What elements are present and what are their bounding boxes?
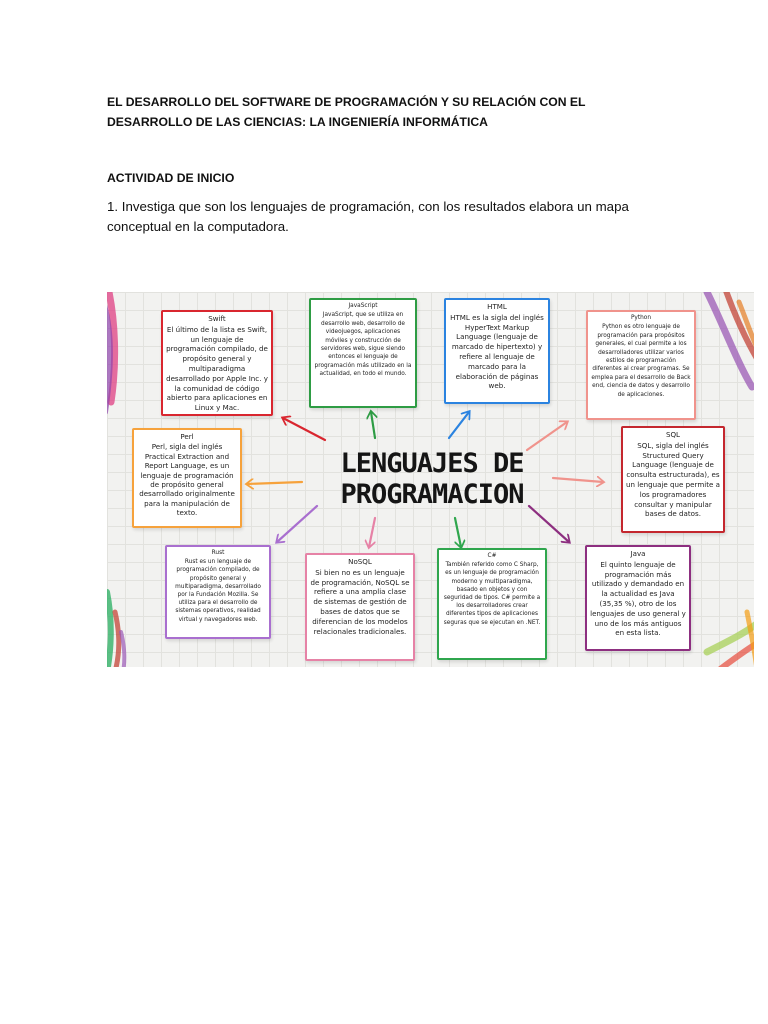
card-swift [161, 310, 273, 416]
section-heading: ACTIVIDAD DE INICIO [107, 171, 235, 185]
card-perl [132, 428, 242, 528]
activity-instruction: 1. Investiga que son los lenguajes de programación, con los resultados elabora un mapa conceptual en la computadora. [107, 199, 629, 234]
card-title: C# [487, 553, 497, 559]
card-text: Python es otro lenguaje de programación para propósitos generales, el cual permite a los desarrolladores utilizar varios estilos de programación diferentes al crear programas. Se emplea para el desarrollo de Back end, ciencia de datos y desarrollo de aplicaciones. [591, 324, 691, 398]
card-javascript [309, 298, 417, 408]
concept-map-image [107, 292, 754, 667]
card-title: NoSQL [348, 557, 372, 566]
card-nosql [305, 553, 415, 661]
card-text: SQL, sigla del inglés Structured Query Language (lenguaje de consulta estructurada), es un lenguaje que permite a los programadores consultar y manipular bases de datos. [626, 440, 720, 519]
card-text: Perl, sigla del inglés Practical Extraction and Report Language, es un lenguaje de programación de propósito general desarrollado originalmente para la manipulación de texto. [139, 442, 235, 518]
card-text: HTML es la sigla del inglés HyperText Markup Language (lenguaje de marcado de hipertexto) y refiere al lenguaje de marcado para la elaboración de páginas web. [450, 312, 544, 391]
card-text: El quinto lenguaje de programación más utilizado y demandado en la actualidad es Java (35,35 %), otro de los lenguajes de uso general y uno de los más antiguos en esta lista. [590, 559, 686, 638]
card-csharp [437, 548, 547, 660]
card-title: Perl [180, 432, 194, 441]
card-html [444, 298, 550, 404]
document-title: EL DESARROLLO DEL SOFTWARE DE PROGRAMACIÓN Y SU RELACIÓN CON EL DESARROLLO DE LAS CIENCIAS: LA INGENIERÍA INFORMÁTICA [107, 95, 586, 129]
card-title: Swift [208, 314, 226, 323]
card-title: SQL [665, 430, 681, 439]
card-text: JavaScript, que se utiliza en desarrollo web, desarrollo de videojuegos, aplicaciones móviles y construcción de servidores web, sigue siendo entonces el lenguaje de programación más utilizado en la actualidad, en todo el mundo. [314, 312, 412, 378]
card-text: También referido como C Sharp, es un lenguaje de programación moderno y multiparadigma, basado en objetos y con seguridad de tipos. C# permite a los desarrolladores crear diferentes tipos de aplicaciones seguras que se ejecutan en .NET. [443, 562, 541, 626]
card-title: HTML [487, 302, 507, 311]
card-python [586, 310, 696, 420]
card-rust [165, 545, 271, 639]
card-text: El último de la lista es Swift, un lenguaje de programación compilado, de propósito general y multiparadigma desarrollado por Apple Inc. y la comunidad de código abierto para aplicaciones en Linux y Mac. [166, 324, 268, 413]
card-title: Java [630, 549, 646, 558]
card-title: JavaScript [348, 303, 378, 309]
card-java [585, 545, 691, 651]
concept-map-title: LENGUAJES DE PROGRAMACION [340, 448, 524, 510]
card-title: Python [630, 315, 652, 321]
card-title: Rust [211, 550, 225, 556]
card-text: Rust es un lenguaje de programación compilado, de propósito general y multiparadigma, desarrollado por la Fundación Mozilla. Se utiliza para el desarrollo de sistemas operativos, realidad virtual y navegadores web. [175, 559, 261, 623]
card-text: Si bien no es un lenguaje de programación, NoSQL se refiere a una amplia clase de sistemas de gestión de bases de datos que se diferencian de los modelos relacionales tradicionales. [310, 567, 410, 636]
card-sql [621, 426, 725, 533]
